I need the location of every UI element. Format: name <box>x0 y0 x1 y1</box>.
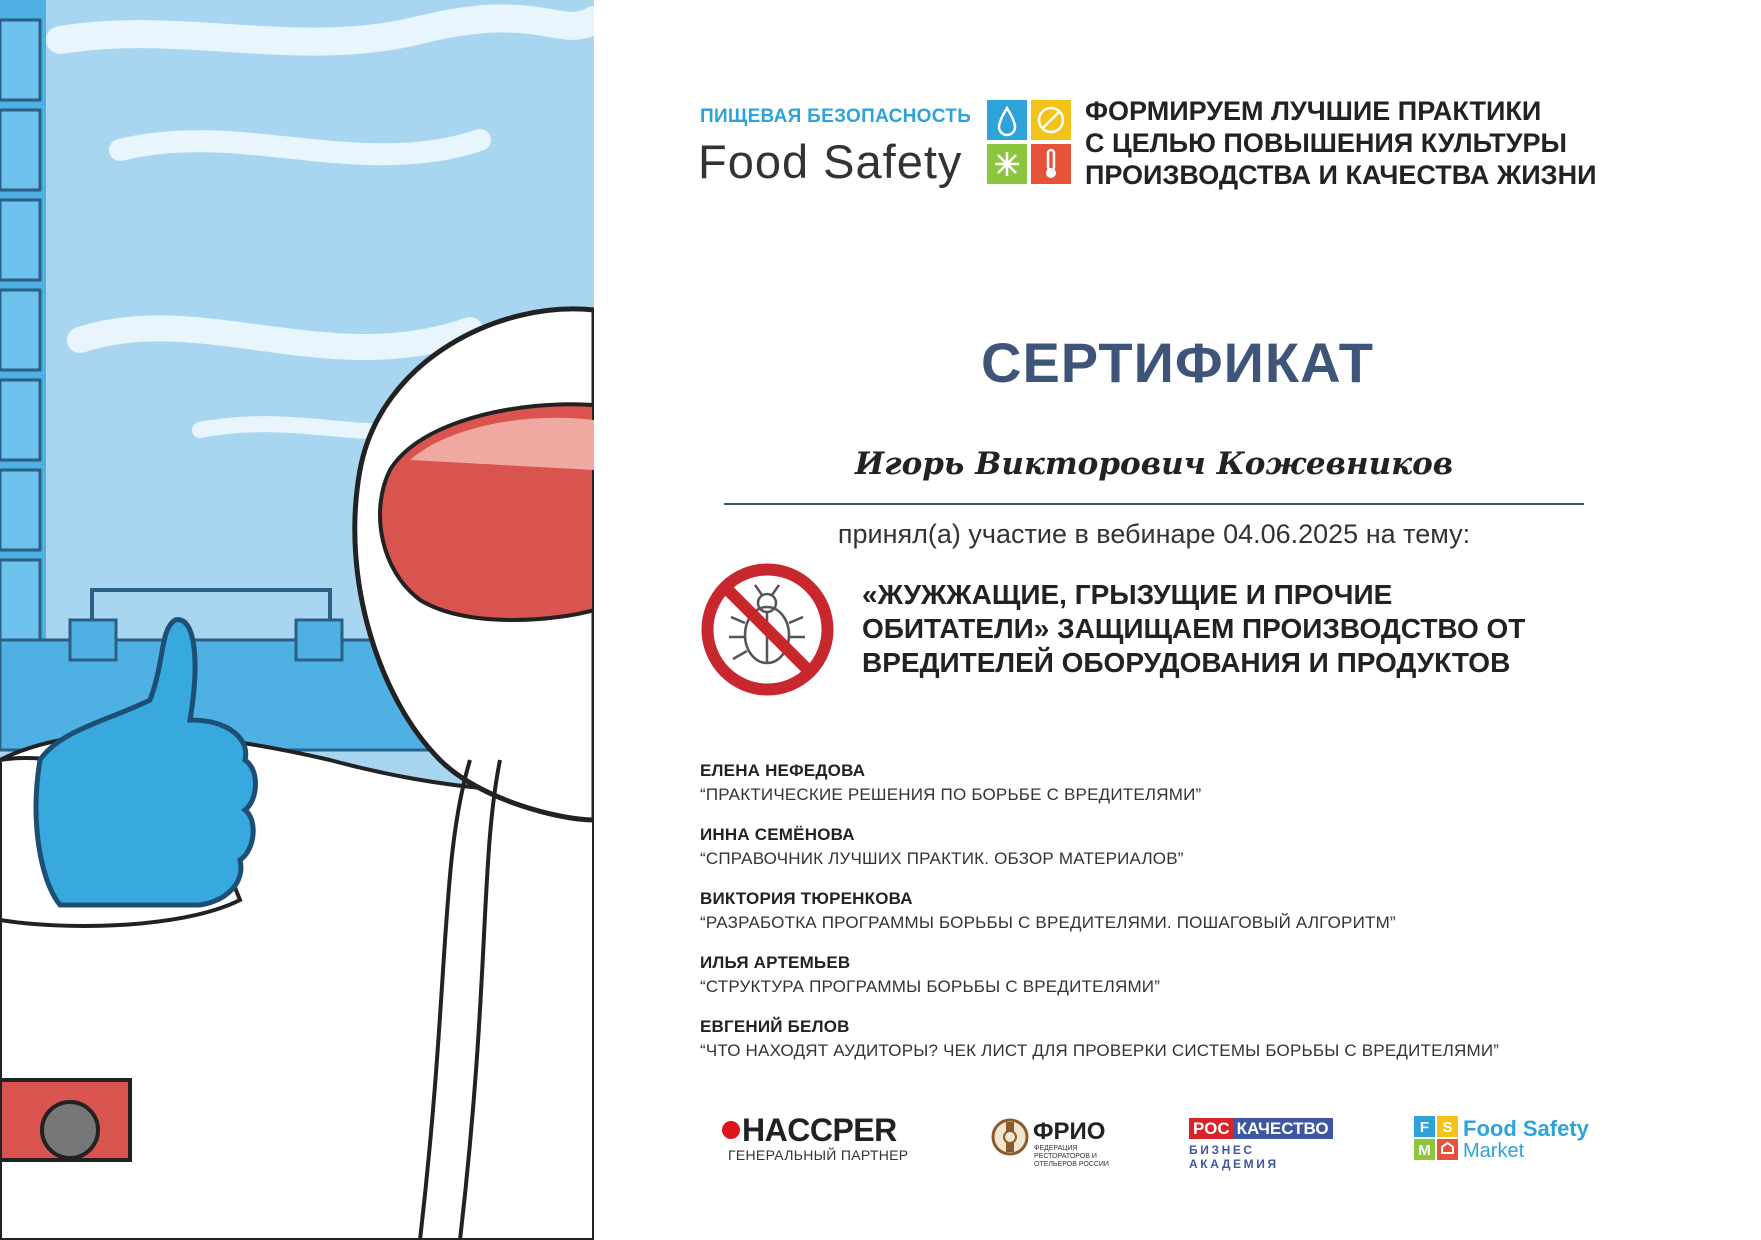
haccper-subtitle: ГЕНЕРАЛЬНЫЙ ПАРТНЕР <box>728 1147 909 1163</box>
speaker-item <box>700 761 1499 825</box>
recipient-underline <box>724 503 1584 505</box>
partner-haccper <box>722 1113 922 1163</box>
certificate-title: СЕРТИФИКАТ <box>981 331 1374 394</box>
kachestvo-badge: КАЧЕСТВО <box>1233 1118 1333 1139</box>
fsm-logo-icon <box>1414 1116 1458 1160</box>
slogan <box>1085 95 1596 191</box>
speaker-item <box>700 825 1499 889</box>
illustration-panel <box>0 0 594 1240</box>
speaker-item <box>700 953 1499 1017</box>
red-dot-icon <box>722 1121 740 1139</box>
food-safety-logo-icon <box>987 100 1071 184</box>
frio-emblem-icon <box>991 1118 1029 1156</box>
speaker-talk: “СПРАВОЧНИК ЛУЧШИХ ПРАКТИК. ОБЗОР МАТЕРИАЛОВ” <box>700 849 1184 868</box>
topic-line: ВРЕДИТЕЛЕЙ ОБОРУДОВАНИЯ И ПРОДУКТОВ <box>862 647 1511 678</box>
frio-subtitle: ФЕДЕРАЦИЯ РЕСТОРАТОРОВ И ОТЕЛЬЕРОВ РОССИИ <box>1034 1145 1109 1168</box>
fsm-tile-m: M <box>1418 1142 1431 1159</box>
speaker-name: ВИКТОРИЯ ТЮРЕНКОВА <box>700 889 913 908</box>
fsm-tile-s: S <box>1442 1119 1453 1136</box>
no-bugs-icon <box>699 561 836 698</box>
speaker-item <box>700 1017 1499 1081</box>
speaker-talk: “ЧТО НАХОДЯТ АУДИТОРЫ? ЧЕК ЛИСТ ДЛЯ ПРОВЕРКИ СИСТЕМЫ БОРЬБЫ С ВРЕДИТЕЛЯМИ” <box>700 1041 1500 1060</box>
haccper-name: HACCPER <box>742 1112 897 1148</box>
frio-name: ФРИО <box>1033 1118 1106 1145</box>
hazmat-worker-illustration <box>0 0 594 1240</box>
ros-badge: РОС <box>1189 1118 1233 1139</box>
fsm-market: Market <box>1463 1140 1525 1162</box>
participation-text: принял(а) участие в вебинаре 04.06.2025 на тему: <box>837 519 1471 549</box>
brand-ru: ПИЩЕВАЯ БЕЗОПАСНОСТЬ <box>700 106 972 127</box>
topic-line: «ЖУЖЖАЩИЕ, ГРЫЗУЩИЕ И ПРОЧИЕ <box>862 579 1393 610</box>
speaker-name: ИЛЬЯ АРТЕМЬЕВ <box>700 953 851 972</box>
speaker-talk: “РАЗРАБОТКА ПРОГРАММЫ БОРЬБЫ С ВРЕДИТЕЛЯМИ. ПОШАГОВЫЙ АЛГОРИТМ” <box>700 913 1396 932</box>
speaker-item <box>700 889 1499 953</box>
slogan-line: С ЦЕЛЬЮ ПОВЫШЕНИЯ КУЛЬТУРЫ <box>1085 128 1567 158</box>
fsm-tile-f: F <box>1419 1119 1430 1136</box>
partner-roskachestvo <box>1189 1118 1349 1171</box>
certificate-content <box>594 0 1761 1240</box>
speaker-name: ЕВГЕНИЙ БЕЛОВ <box>700 1017 850 1036</box>
webinar-topic <box>862 578 1525 680</box>
recipient-name: Игорь Викторович Кожевников <box>854 446 1454 482</box>
slogan-line: ФОРМИРУЕМ ЛУЧШИЕ ПРАКТИКИ <box>1085 96 1542 126</box>
speaker-talk: “ПРАКТИЧЕСКИЕ РЕШЕНИЯ ПО БОРЬБЕ С ВРЕДИТЕЛЯМИ” <box>700 785 1202 804</box>
topic-line: ОБИТАТЕЛИ» ЗАЩИЩАЕМ ПРОИЗВОДСТВО ОТ <box>862 613 1526 644</box>
speakers-list <box>700 761 1499 1081</box>
haccper-logo <box>722 1113 922 1147</box>
slogan-line: ПРОИЗВОДСТВА И КАЧЕСТВА ЖИЗНИ <box>1085 160 1597 190</box>
speaker-talk: “СТРУКТУРА ПРОГРАММЫ БОРЬБЫ С ВРЕДИТЕЛЯМИ” <box>700 977 1161 996</box>
brand-en: Food Safety <box>698 135 963 188</box>
roskachestvo-logo <box>1189 1118 1349 1139</box>
roskachestvo-subtitle: БИЗНЕС АКАДЕМИЯ <box>1189 1143 1279 1171</box>
speaker-name: ЕЛЕНА НЕФЕДОВА <box>700 761 866 780</box>
fsm-name: Food Safety <box>1463 1116 1589 1141</box>
speaker-name: ИННА СЕМЁНОВА <box>700 825 855 844</box>
